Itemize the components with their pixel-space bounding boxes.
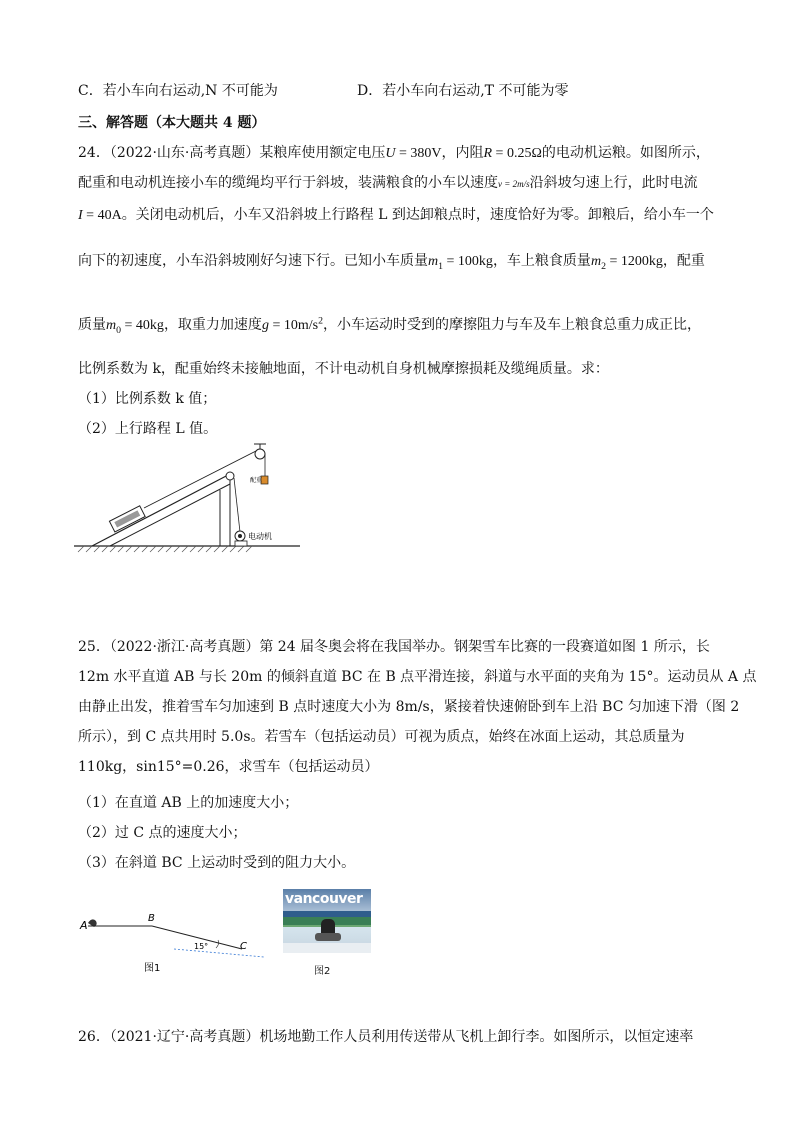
counterweight-label: 配重 xyxy=(250,477,263,484)
q25-line-1: 25．（2022·浙江·高考真题）第 24 届冬奥会将在我国举办。钢架雪车比赛的一段赛道如图 1 所示，长 xyxy=(78,639,710,655)
q24-line-4: 向下的初速度，小车沿斜坡刚好匀速下行。已知小车质量$m_1 = 100kg$，车上粮食质量$m_2 = 1200kg$，配重 xyxy=(78,253,705,272)
q25-track-figure xyxy=(74,905,274,977)
point-a-label: A xyxy=(80,919,88,932)
photo-banner-text: vancouver xyxy=(285,891,363,907)
section-heading: 三、解答题（本大题共 4 题） xyxy=(78,115,266,131)
q24-incline-figure xyxy=(70,440,310,560)
q24-line-3: I = 40A。关闭电动机后，小车又沿斜坡上行路程 L 到达卸粮点时，速度恰好为零。卸粮后，给小车一个 xyxy=(78,207,714,223)
angle-label: 15° xyxy=(194,942,209,951)
q25-line-3: 由静止出发，推着雪车匀加速到 B 点时速度大小为 8m/s，紧接着快速俯卧到车上沿 BC 匀加速下滑（图 2 xyxy=(78,699,740,715)
q24-line-2: 配重和电动机连接小车的缆绳均平行于斜坡，装满粮食的小车以速度v = 2m/s沿斜坡匀速上行，此时电流 xyxy=(78,175,698,191)
q24-sub-2: （2）上行路程 L 值。 xyxy=(78,421,218,437)
option-d: D．若小车向右运动,T 不可能为零 xyxy=(357,83,569,99)
q26-line-1: 26．（2021·辽宁·高考真题）机场地勤工作人员利用传送带从飞机上卸行李。如图所示，以恒定速率 xyxy=(78,1029,694,1045)
figure-1-caption: 图1 xyxy=(144,963,161,974)
q25-line-4: 所示），到 C 点共用时 5.0s。若雪车（包括运动员）可视为质点，始终在冰面上运动，其总质量为 xyxy=(78,729,685,745)
figure-2-caption: 图2 xyxy=(314,966,331,977)
q25-sub-3: （3）在斜道 BC 上运动时受到的阻力大小。 xyxy=(78,855,356,871)
q25-line-2: 12m 水平直道 AB 与长 20m 的倾斜直道 BC 在 B 点平滑连接，斜道与水平面的夹角为 15°。运动员从 A 点 xyxy=(78,669,757,685)
q24-line-5: 质量$m_0 = 40kg$，取重力加速度$g = 10m/s^2$，小车运动时受到的摩擦阻力与车及车上粮食总重力成正比， xyxy=(78,315,701,336)
q24-line-1: 24．（2022·山东·高考真题）某粮库使用额定电压U = 380V，内阻R = 0.25Ω的电动机运粮。如图所示， xyxy=(78,145,710,161)
q25-sub-2: （2）过 C 点的速度大小； xyxy=(78,825,247,841)
option-c: C．若小车向右运动,N 不可能为 xyxy=(78,83,278,99)
q25-sub-1: （1）在直道 AB 上的加速度大小； xyxy=(78,795,299,811)
q24-sub-1: （1）比例系数 k 值； xyxy=(78,391,217,407)
q25-photo-figure xyxy=(283,889,371,953)
point-c-label: C xyxy=(240,941,247,952)
motor-label: 电动机 xyxy=(248,532,272,541)
q24-line-6: 比例系数为 k，配重始终未接触地面，不计电动机自身机械摩擦损耗及缆绳质量。求： xyxy=(78,361,609,377)
point-b-label: B xyxy=(148,913,155,924)
q25-line-5: 110kg，sin15°=0.26，求雪车（包括运动员） xyxy=(78,759,379,775)
